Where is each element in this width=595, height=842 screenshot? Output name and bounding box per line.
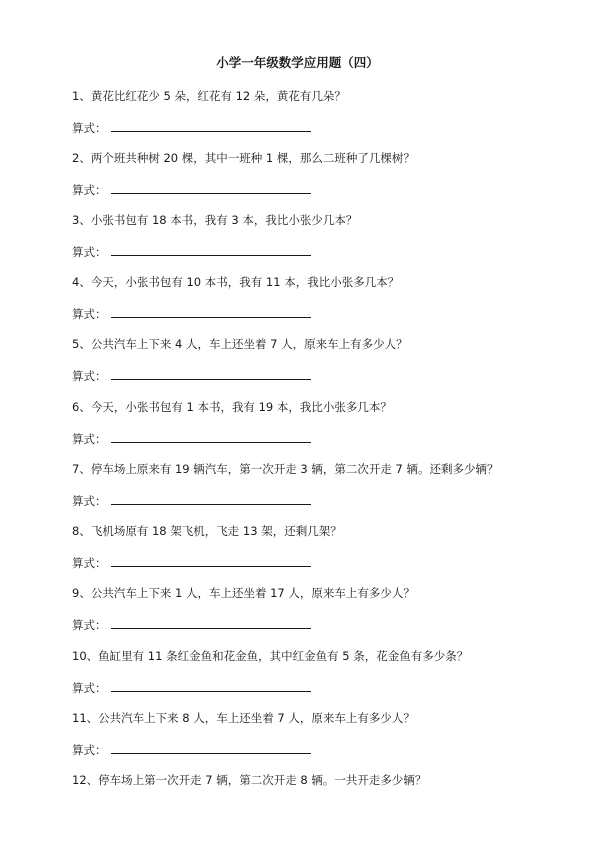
answer-row-7 xyxy=(72,493,311,509)
question-9: 9、公共汽车上下来 1 人，车上还坐着 17 人，原来车上有多少人？ xyxy=(72,586,415,600)
answer-row-6 xyxy=(72,431,311,447)
answer-label: 算式： xyxy=(72,369,107,383)
answer-label: 算式： xyxy=(72,556,107,570)
answer-label: 算式： xyxy=(72,681,107,695)
question-6: 6、今天，小张书包有 1 本书，我有 19 本，我比小张多几本？ xyxy=(72,400,392,414)
answer-blank[interactable] xyxy=(111,680,311,692)
question-12: 12、停车场上第一次开走 7 辆，第二次开走 8 辆。一共开走多少辆？ xyxy=(72,773,427,787)
answer-blank[interactable] xyxy=(111,742,311,754)
answer-label: 算式： xyxy=(72,121,107,135)
answer-blank[interactable] xyxy=(111,182,311,194)
question-7: 7、停车场上原来有 19 辆汽车，第一次开走 3 辆，第二次开走 7 辆。还剩多少辆？ xyxy=(72,462,499,476)
question-1: 1、黄花比红花少 5 朵，红花有 12 朵，黄花有几朵？ xyxy=(72,89,346,103)
question-8: 8、飞机场原有 18 架飞机，飞走 13 架，还剩几架？ xyxy=(72,524,342,538)
answer-row-2 xyxy=(72,182,311,198)
answer-blank[interactable] xyxy=(111,244,311,256)
question-4: 4、今天，小张书包有 10 本书，我有 11 本，我比小张多几本？ xyxy=(72,275,400,289)
answer-label: 算式： xyxy=(72,183,107,197)
answer-row-5 xyxy=(72,368,311,384)
answer-blank[interactable] xyxy=(111,555,311,567)
answer-label: 算式： xyxy=(72,307,107,321)
answer-row-9 xyxy=(72,617,311,633)
answer-row-1 xyxy=(72,120,311,136)
answer-blank[interactable] xyxy=(111,306,311,318)
question-5: 5、公共汽车上下来 4 人，车上还坐着 7 人，原来车上有多少人？ xyxy=(72,337,408,351)
page-title: 小学一年级数学应用题（四） xyxy=(216,55,379,70)
answer-label: 算式： xyxy=(72,743,107,757)
answer-row-10 xyxy=(72,680,311,696)
question-11: 11、公共汽车上下来 8 人，车上还坐着 7 人，原来车上有多少人？ xyxy=(72,711,415,725)
answer-blank[interactable] xyxy=(111,120,311,132)
answer-row-3 xyxy=(72,244,311,260)
question-10: 10、鱼缸里有 11 条红金鱼和花金鱼，其中红金鱼有 5 条，花金鱼有多少条？ xyxy=(72,649,469,663)
answer-label: 算式： xyxy=(72,245,107,259)
answer-blank[interactable] xyxy=(111,617,311,629)
answer-blank[interactable] xyxy=(111,368,311,380)
answer-row-11 xyxy=(72,742,311,758)
answer-label: 算式： xyxy=(72,432,107,446)
question-2: 2、两个班共种树 20 棵，其中一班种 1 棵，那么二班种了几棵树？ xyxy=(72,151,415,165)
answer-label: 算式： xyxy=(72,618,107,632)
question-3: 3、小张书包有 18 本书，我有 3 本，我比小张少几本？ xyxy=(72,213,358,227)
answer-blank[interactable] xyxy=(111,431,311,443)
answer-row-8 xyxy=(72,555,311,571)
answer-blank[interactable] xyxy=(111,493,311,505)
answer-row-4 xyxy=(72,306,311,322)
answer-label: 算式： xyxy=(72,494,107,508)
